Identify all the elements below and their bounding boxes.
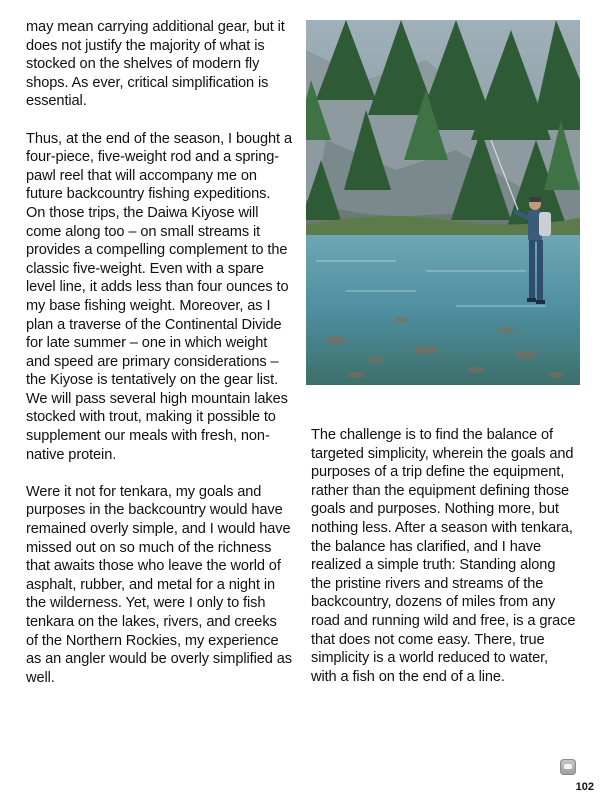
paragraph: The challenge is to find the balance of targeted simplicity, wherein the goals and purposes of a trip define the equipment, rather than the equipment defining those goals and purposes. Nothing more, but nothing less. After a season with tenkara, the balance has clarified, and I have realized a simple truth: Standing along the pristine rivers and streams of the backcountry, dozens of miles from any road and running wild and free, is a grace that does not come easy. There, true simplicity is a world reduced to water, with a fish on the end of a line. [311,427,576,685]
paragraph: may mean carrying additional gear, but it does not justify the majority of what is stocked on the shelves of modern fly shops. As ever, critical simplification is essential. [26,19,285,110]
left-text-column [26,18,292,706]
photo-angler-in-river [306,20,580,385]
river-photo-illustration [306,20,580,385]
right-text-column [311,426,577,705]
paragraph: Were it not for tenkara, my goals and purposes in the backcountry would have remained overly simple, and I would have missed out on so much of the richness that awaits those who leave the world of asphalt, rubber, and metal for a night in the wilderness. Yet, were I only to fish tenkara on the lakes, rivers, and creeks of the Northern Rockies, my experience as an angler would be overly simplified as well. [26,483,292,686]
page-thumbnail-icon[interactable] [560,759,576,775]
paragraph: Thus, at the end of the season, I bought a four-piece, five-weight rod and a spring-pawl reel that will accompany me on future backcountry fishing expeditions. On those trips, the Daiwa Kiyose will come along too – on small streams it provides a compelling complement to the classic five-weight. Even with a spare level line, it adds less than four ounces to my base fishing weight. Moreover, as I plan a traverse of the Continental Divide for late summer – one in which weight and speed are primary considerations – the Kiyose is tentatively on the gear list. We will pass several high mountain lakes stocked with trout, making it possible to supplement our meals with fresh, non-native protein. [26,130,292,463]
page-number: 102 [575,781,594,793]
